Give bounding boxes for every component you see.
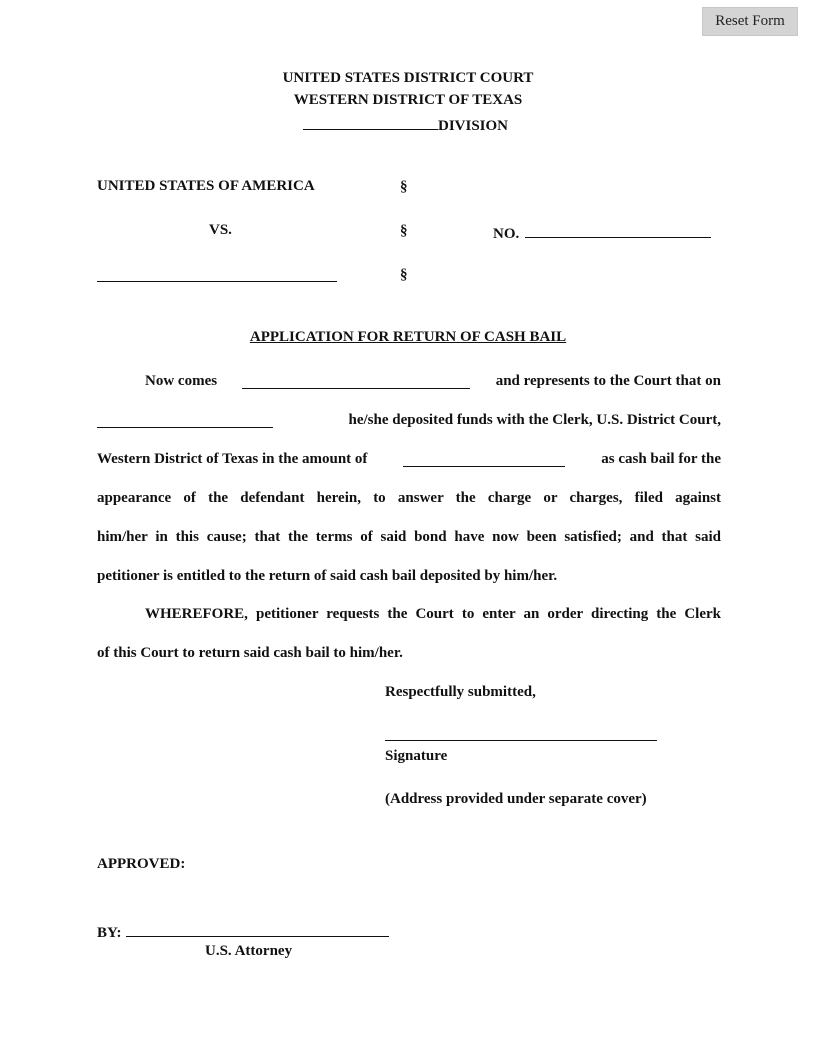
reset-form-button[interactable]: Reset Form [702, 7, 798, 36]
division-label: DIVISION [438, 118, 509, 134]
signature-line-row [385, 725, 657, 746]
us-attorney-title: U.S. Attorney [205, 943, 293, 959]
us-attorney-signature-field[interactable] [126, 921, 389, 937]
court-name: UNITED STATES DISTRICT COURT [282, 70, 534, 86]
division-line [303, 114, 508, 135]
division-field[interactable] [303, 114, 438, 130]
body-line-3-start: Western District of Texas in the amount of [97, 451, 368, 467]
versus-label: VS. [209, 222, 232, 238]
district-name: WESTERN DISTRICT OF TEXAS [293, 92, 523, 108]
section-symbol-2: § [400, 223, 408, 239]
body-line-1-start: Now comes [145, 373, 218, 389]
closing-text: Respectfully submitted, [385, 684, 536, 700]
body-line-2 [97, 412, 721, 429]
case-number-line [493, 222, 711, 243]
plaintiff-name: UNITED STATES OF AMERICA [97, 178, 315, 194]
bail-amount-field[interactable] [403, 451, 565, 467]
signature-field[interactable] [385, 725, 657, 741]
petitioner-name-field[interactable] [242, 373, 470, 389]
defendant-name-field[interactable] [97, 266, 337, 282]
body-line-1 [145, 373, 721, 390]
case-number-label: NO. [493, 226, 520, 242]
by-label: BY: [97, 925, 122, 941]
body-line-7: WHEREFORE, petitioner requests the Court to enter an order directing the Clerk [145, 606, 721, 622]
defendant-line [97, 266, 337, 287]
body-line-3-end: as cash bail for the [601, 451, 721, 467]
section-symbol-3: § [400, 267, 408, 283]
case-number-field[interactable] [525, 222, 711, 238]
approved-label: APPROVED: [97, 856, 186, 872]
body-line-5: him/her in this cause; that the terms of said bond have now been satisfied; and that said [97, 529, 721, 545]
body-line-3 [97, 451, 721, 468]
body-line-1-end: and represents to the Court that on [495, 373, 721, 389]
body-line-2-text: he/she deposited funds with the Clerk, U.S. District Court, [348, 412, 721, 428]
document-title: APPLICATION FOR RETURN OF CASH BAIL [249, 329, 567, 345]
deposit-date-field[interactable] [97, 412, 273, 428]
body-line-6: petitioner is entitled to the return of said cash bail deposited by him/her. [97, 568, 558, 584]
body-line-8: of this Court to return said cash bail to him/her. [97, 645, 403, 661]
section-symbol-1: § [400, 179, 408, 195]
signature-label: Signature [385, 748, 448, 764]
approval-by-line [97, 921, 389, 942]
body-line-4: appearance of the defendant herein, to answer the charge or charges, filed against [97, 490, 721, 506]
address-note: (Address provided under separate cover) [385, 791, 647, 807]
